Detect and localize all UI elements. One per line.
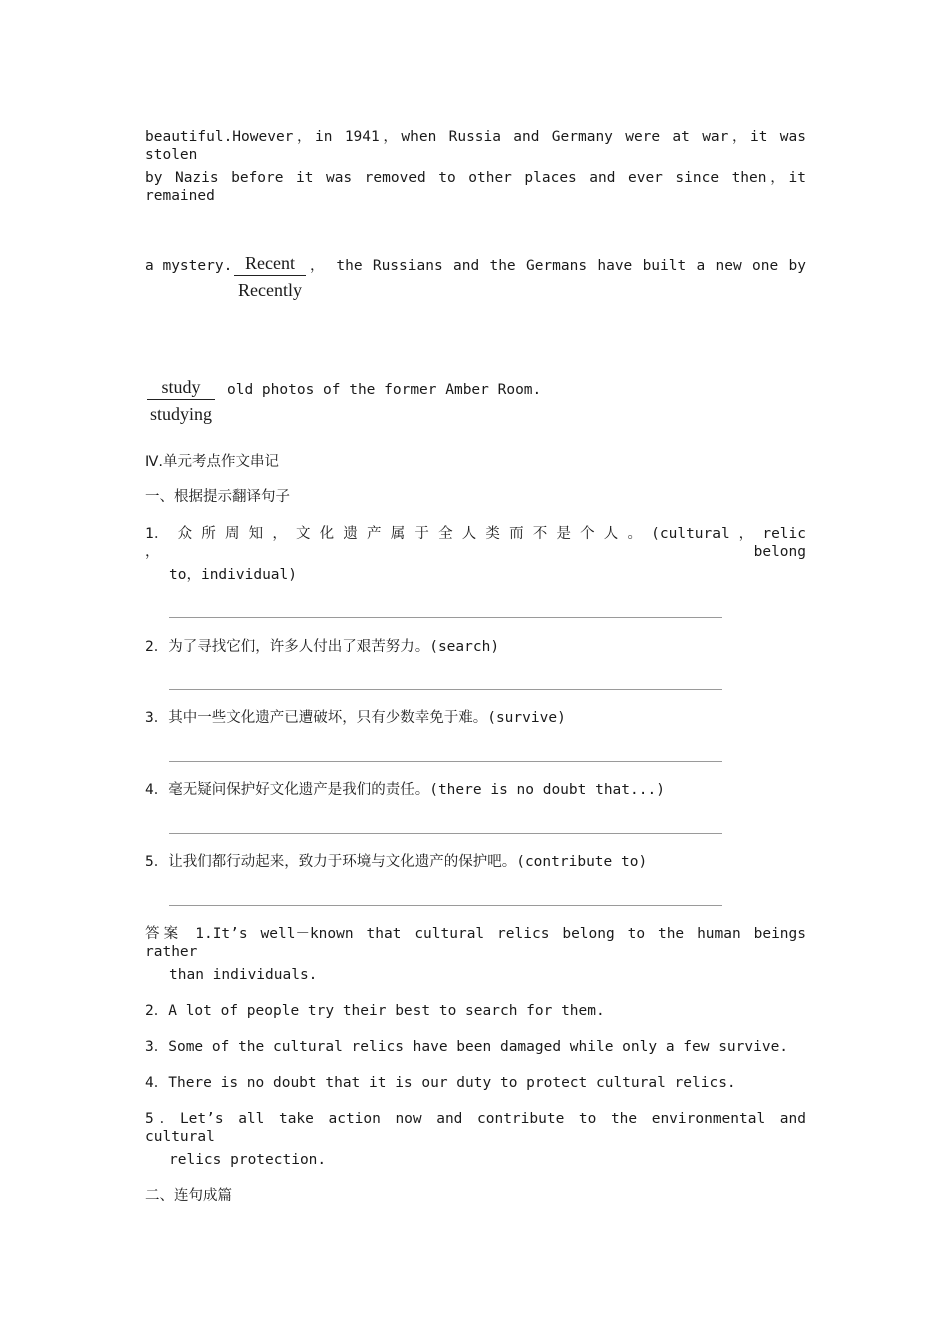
- blank-2-given-word: study: [147, 377, 215, 400]
- answer-3: 3．Some of the cultural relics have been damaged while only a few survive.: [145, 1039, 789, 1055]
- answer-5-line-2: relics protection.: [169, 1152, 327, 1168]
- question-2: 2．为了寻找它们，许多人付出了艰苦努力。(search): [145, 639, 500, 655]
- passage-line-1: beautiful.However，in 1941，when Russia and Germany were at war，it was stolen: [145, 129, 806, 163]
- answer-4: 4．There is no doubt that it is our duty to protect cultural relics.: [145, 1075, 736, 1091]
- blank-2-answer: studying: [149, 404, 212, 424]
- answer-blank-2: [169, 689, 722, 690]
- blank-1-given-word: Recent: [234, 253, 306, 276]
- question-1-line-2: to，individual): [169, 567, 297, 583]
- part2-title: 二、连句成篇: [145, 1188, 232, 1204]
- answer-blank-5: [169, 905, 722, 906]
- passage-line-3-end: ， the Russians and the Germans have built a new one by: [310, 258, 806, 274]
- answer-blank-1: [169, 617, 722, 618]
- answer-1-line-1: 答案 1.It’s well－known that cultural relics belong to the human beings rather: [145, 926, 806, 960]
- question-5: 5．让我们都行动起来，致力于环境与文化遗产的保护吧。(contribute to): [145, 854, 648, 870]
- blank-1-answer: Recently: [238, 280, 302, 300]
- question-4: 4．毫无疑问保护好文化遗产是我们的责任。(there is no doubt that...): [145, 782, 665, 798]
- answer-1-line-2: than individuals.: [169, 967, 318, 983]
- answer-5-line-1: 5．Let’s all take action now and contribute to the environmental and cultural: [145, 1111, 806, 1145]
- answer-2: 2．A lot of people try their best to search for them.: [145, 1003, 605, 1019]
- answer-blank-3: [169, 761, 722, 762]
- question-3: 3．其中一些文化遗产已遭破坏，只有少数幸免于难。(survive): [145, 710, 566, 726]
- section-iv-title: Ⅳ.单元考点作文串记: [145, 454, 279, 470]
- passage-line-3-start: a mystery.: [145, 258, 233, 274]
- answer-blank-4: [169, 833, 722, 834]
- part1-title: 一、根据提示翻译句子: [145, 489, 290, 505]
- blank-2: [147, 377, 215, 424]
- passage-line-4-end: old photos of the former Amber Room.: [227, 382, 542, 398]
- passage-line-2: by Nazis before it was removed to other places and ever since then，it remained: [145, 170, 806, 204]
- question-1-line-1: 1． 众 所 周 知 ， 文 化 遗 产 属 于 全 人 类 而 不 是 个 人 。 (cultural ， relic ， belong: [145, 526, 806, 560]
- blank-1: [234, 253, 306, 300]
